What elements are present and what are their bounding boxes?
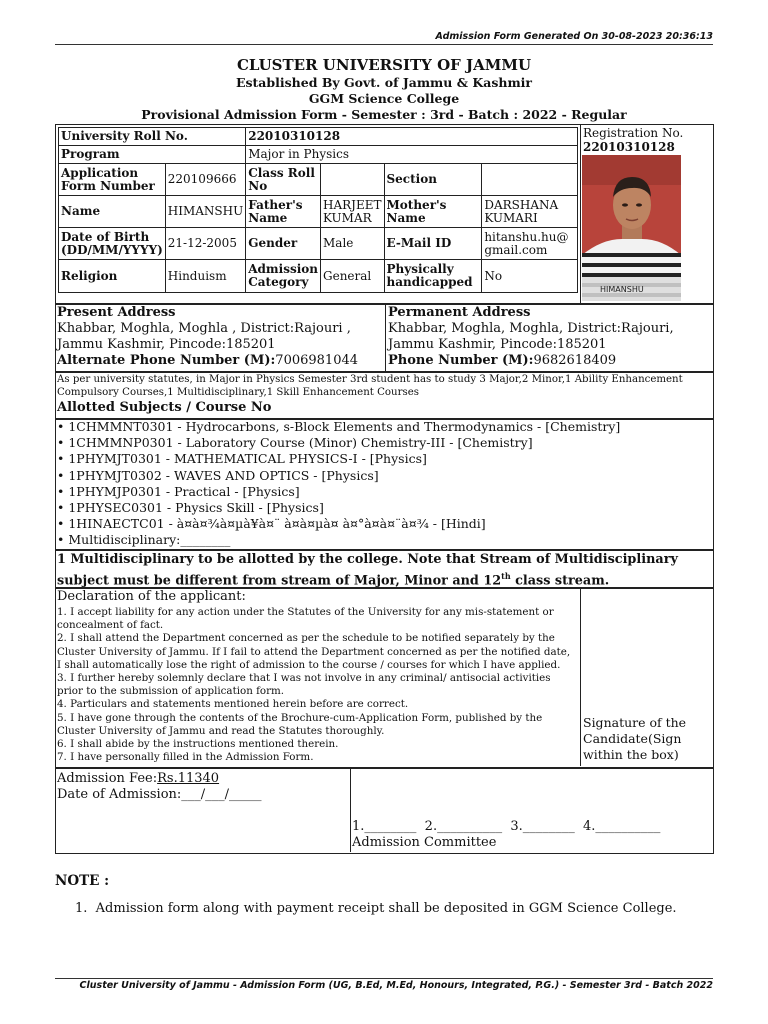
admission-date: Date of Admission:___/___/_____: [57, 787, 262, 802]
multi-note-sup: th: [501, 571, 511, 581]
phone-value: 9682618409: [533, 353, 617, 368]
religion-value: Hinduism: [165, 260, 245, 293]
signature-box-label: [583, 715, 686, 763]
declaration-line: 2. I shall attend the Department concerned as per the schedule to be notified separately by the: [57, 632, 555, 645]
established-line: Established By Govt. of Jammu & Kashmir: [235, 75, 533, 90]
note-item: 1. Admission form along with payment receipt shall be deposited in GGM Science College.: [75, 901, 677, 916]
address-divider: [385, 303, 386, 371]
permanent-address-line2: Jammu Kashmir, Pincode:185201: [388, 337, 607, 352]
declaration-line: prior to the submission of application form.: [57, 685, 285, 698]
section-label: Section: [384, 164, 482, 196]
app-form-value: 220109666: [165, 164, 245, 196]
email-value: hitanshu.hu@gmail.com: [482, 228, 578, 260]
subject-item: • 1PHYMJT0301 - MATHEMATICAL PHYSICS-I - [Physics]: [57, 451, 427, 467]
multi-note-line2b: class stream.: [510, 573, 610, 589]
statute-text: As per university statutes, in Major in Physics Semester 3rd student has to study 3 Major,2 Minor,1 Ability Enhancement Compulsory Courses,1 Multidisciplinary,1 Skill Enhancement Courses: [57, 374, 683, 398]
present-address-label: Present Address: [57, 305, 176, 320]
class-roll-value: [321, 164, 385, 196]
dob-label: Date of Birth (DD/MM/YYYY): [59, 228, 166, 260]
generated-timestamp: Admission Form Generated On 30-08-2023 20:36:13: [435, 31, 713, 42]
committee-blanks: 1.________ 2.__________ 3.________ 4.__________: [352, 819, 661, 834]
declaration-line: 4. Particulars and statements mentioned herein before are correct.: [57, 698, 409, 711]
app-form-label: Application Form Number: [59, 164, 166, 196]
college-name: GGM Science College: [308, 91, 460, 106]
handicap-label: Physically handicapped: [384, 260, 482, 293]
signature-line3: within the box): [583, 747, 679, 762]
present-address: [57, 305, 358, 369]
committee-label: Admission Committee: [352, 835, 497, 850]
fee-section: [57, 771, 262, 803]
gender-value: Male: [321, 228, 385, 260]
declaration-list: [57, 606, 579, 764]
committee-section: [352, 819, 660, 851]
declaration-heading: Declaration of the applicant:: [57, 589, 246, 604]
admission-fee-value: Rs.11340: [157, 771, 220, 786]
phone-label: Phone Number (M):: [388, 353, 534, 368]
top-divider: [55, 44, 713, 45]
declaration-line: I shall automatically lose the right of admission to the course / courses for which I have applied.: [57, 658, 561, 671]
declaration-line: 7. I have personally filled in the Admission Form.: [57, 751, 314, 764]
photo-caption: HIMANSHU: [600, 285, 644, 294]
adm-cat-value: General: [321, 260, 385, 293]
roll-value: 22010310128: [246, 128, 578, 146]
permanent-address: [388, 305, 674, 369]
declaration-line: Cluster University of Jammu. If I fail to attend the Department concerned as per the notified date,: [57, 645, 571, 658]
footer-text: Cluster University of Jammu - Admission Form (UG, B.Ed, M.Ed, Honours, Integrated, P.G.) - Semester 3rd - Batch 2022: [79, 980, 713, 991]
subjects-list: [57, 419, 709, 549]
subject-item: • Multidisciplinary:________: [57, 532, 231, 548]
declaration-line: 1. I accept liability for any action under the Statutes of the University for any mis-statement or: [57, 606, 554, 618]
class-roll-label: Class Roll No: [246, 164, 321, 196]
gender-label: Gender: [246, 228, 321, 260]
mother-value: DARSHANA KUMARI: [482, 196, 578, 228]
multi-note-line1: 1 Multidisciplinary to be allotted by the college. Note that Stream of Multidisciplinary: [57, 552, 678, 567]
father-value: HARJEET KUMAR: [321, 196, 385, 228]
registration-value: 22010310128: [583, 140, 675, 154]
subject-item: • 1PHYMJP0301 - Practical - [Physics]: [57, 483, 300, 499]
note-item-text: Admission form along with payment receipt shall be deposited in GGM Science College.: [95, 901, 677, 916]
subject-item: • 1CHMMNP0301 - Laboratory Course (Minor) Chemistry-III - [Chemistry]: [57, 435, 533, 451]
father-label: Father's Name: [246, 196, 321, 228]
religion-label: Religion: [59, 260, 166, 293]
registration-label: Registration No.: [583, 126, 684, 140]
admission-fee-label: Admission Fee:: [57, 771, 158, 786]
section-value: [482, 164, 578, 196]
student-info-table: [58, 127, 578, 293]
declaration-line: 5. I have gone through the contents of the Brochure-cum-Application Form, published by the: [57, 711, 543, 724]
adm-cat-label: Admission Category: [246, 260, 321, 293]
signature-divider: [580, 587, 581, 766]
subject-item: • 1HINAECTC01 - à¤à¤¾à¤µà¥à¤¨ à¤à¤µà¤ à¤°à¤à¤¨à¤¾ - [Hindi]: [57, 516, 486, 532]
subject-item: • 1CHMMNT0301 - Hydrocarbons, s-Block Elements and Thermodynamics - [Chemistry]: [57, 419, 621, 434]
reg-divider: [580, 124, 581, 303]
present-address-line2: Jammu Kashmir, Pincode:185201: [57, 337, 276, 352]
signature-line2: Candidate(Sign: [583, 731, 682, 746]
student-photo-icon: [582, 155, 681, 301]
form-title: Provisional Admission Form - Semester : 3rd - Batch : 2022 - Regular: [141, 107, 627, 122]
handicap-value: No: [482, 260, 578, 293]
signature-line1: Signature of the: [583, 715, 687, 730]
subjects-heading: Allotted Subjects / Course No: [57, 400, 272, 415]
university-title: CLUSTER UNIVERSITY OF JAMMU: [236, 56, 532, 74]
alt-phone-value: 7006981044: [275, 353, 359, 368]
program-label: Program: [59, 146, 246, 164]
note-title: NOTE :: [55, 873, 110, 889]
declaration-line: 6. I shall abide by the instructions mentioned therein.: [57, 738, 339, 751]
fee-divider: [350, 768, 351, 852]
declaration-line: 3. I further hereby solemnly declare that I was not involve in any criminal/ antisocial activities: [57, 672, 551, 685]
permanent-address-line1: Khabbar, Moghla, Moghla, District:Rajouri,: [388, 321, 674, 336]
declaration-line: Cluster University of Jammu and read the Statutes thoroughly.: [57, 724, 385, 737]
student-photo: [582, 155, 681, 301]
email-label: E-Mail ID: [384, 228, 482, 260]
name-label: Name: [59, 196, 166, 228]
mother-label: Mother's Name: [384, 196, 482, 228]
dob-value: 21-12-2005: [165, 228, 245, 260]
multi-note-line2a: subject must be different from stream of Major, Minor and 12: [57, 573, 502, 589]
footer-divider: [55, 978, 713, 979]
declaration-line: concealment of fact.: [57, 619, 164, 632]
name-value: HIMANSHU: [165, 196, 245, 228]
present-address-line1: Khabbar, Moghla, Moghla , District:Rajouri ,: [57, 321, 351, 336]
permanent-address-label: Permanent Address: [388, 305, 531, 320]
program-value: Major in Physics: [246, 146, 578, 164]
multidisciplinary-note: [57, 551, 709, 589]
roll-label: University Roll No.: [59, 128, 246, 146]
alt-phone-label: Alternate Phone Number (M):: [57, 353, 276, 368]
subject-item: • 1PHYMJT0302 - WAVES AND OPTICS - [Physics]: [57, 467, 379, 483]
subject-item: • 1PHYSEC0301 - Physics Skill - [Physics]: [57, 500, 324, 516]
